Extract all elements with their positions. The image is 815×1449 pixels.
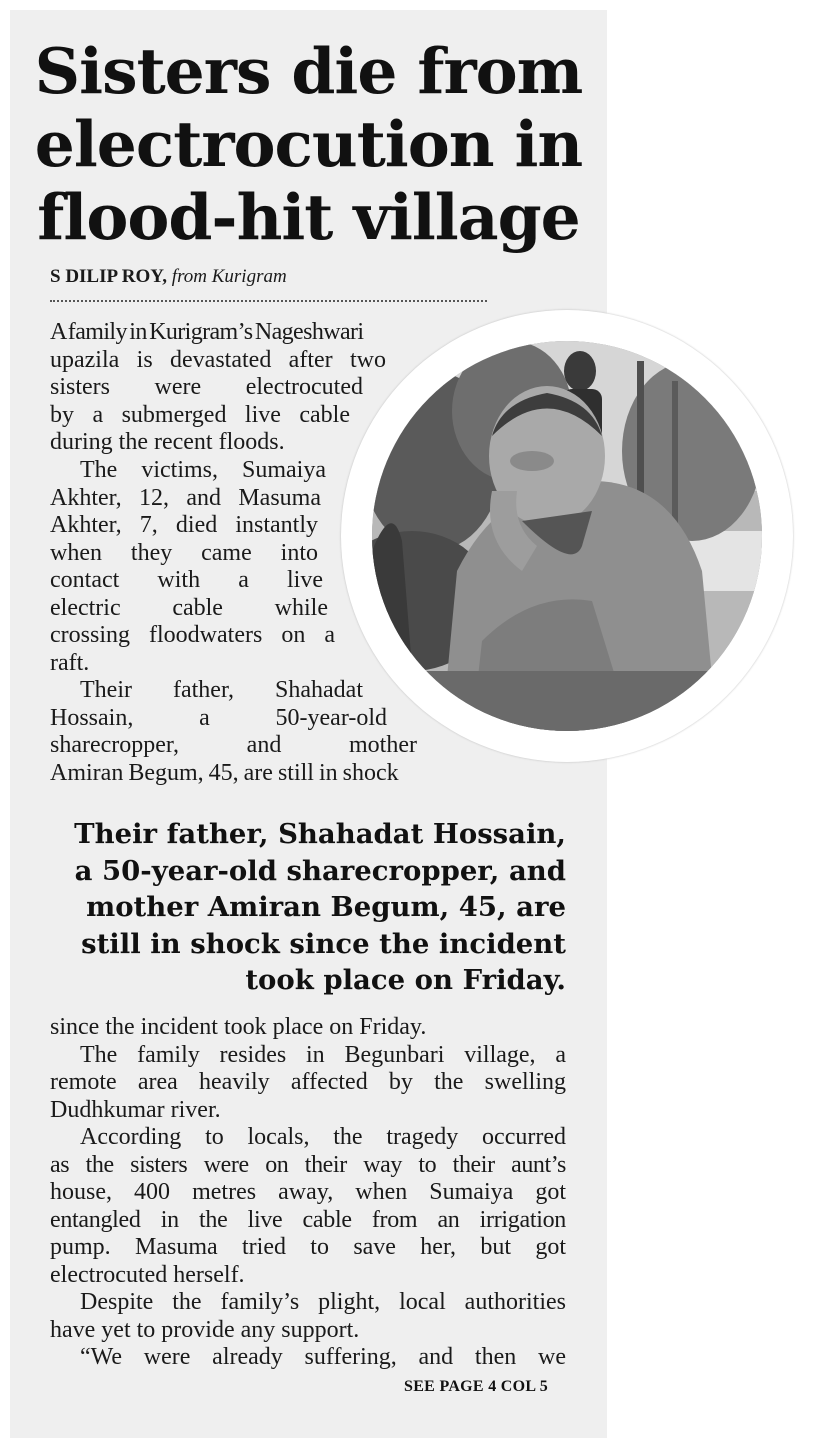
body-line: entangled in the live cable from an irrigation: [50, 1206, 566, 1233]
body-line: as the sisters were on their way to their aunt’s: [50, 1151, 566, 1178]
body-line: Akhter, 7, died instantly: [50, 512, 318, 538]
body-line: sharecropper, and mother: [50, 732, 417, 758]
body-line: remote area heavily affected by the swelling: [50, 1069, 566, 1095]
pull-quote-line: Their father, Shahadat Hossain,: [74, 818, 566, 850]
byline-location: from Kurigram: [171, 266, 287, 287]
body-line: sisters were electrocuted: [50, 374, 363, 400]
body-line: crossing floodwaters on a: [50, 622, 335, 648]
byline-divider: [50, 300, 487, 302]
body-line: pump. Masuma tried to save her, but got: [50, 1234, 566, 1260]
body-line: house, 400 metres away, when Sumaiya got: [50, 1179, 566, 1205]
body-line: electrocuted herself.: [50, 1261, 245, 1288]
body-line: electric cable while: [50, 594, 328, 621]
body-line: since the incident took place on Friday.: [50, 1014, 427, 1040]
body-line: Akhter, 12, and Masuma: [50, 484, 321, 511]
pull-quote-line: mother Amiran Begum, 45, are: [86, 891, 566, 923]
pull-quote-line: a 50-year-old sharecropper, and: [74, 854, 566, 887]
body-line: According to locals, the tragedy occurred: [80, 1124, 566, 1150]
body-line: have yet to provide any support.: [50, 1316, 360, 1343]
body-line: Hossain, a 50-year-old: [50, 704, 387, 731]
pull-quote: [60, 816, 566, 999]
body-line: contact with a live: [50, 567, 323, 593]
body-line: The family resides in Begunbari village, a: [80, 1041, 566, 1068]
body-top-para-2: [50, 457, 340, 677]
byline: [50, 266, 287, 288]
body-line: Their father, Shahadat: [80, 677, 363, 703]
body-line: by a submerged live cable: [50, 401, 350, 428]
headline-line: flood-hit village: [37, 180, 580, 254]
body-line: “We were already suffering, and then we: [80, 1344, 566, 1370]
pull-quote-line: took place on Friday.: [245, 964, 566, 996]
body-bottom: [50, 1014, 566, 1372]
headline-line: Sisters die from: [34, 34, 583, 108]
jump-line: SEE PAGE 4 COL 5: [404, 1378, 549, 1395]
body-top-para-1: [50, 319, 416, 457]
byline-author: S DILIP ROY,: [50, 266, 168, 287]
article-photo: [372, 341, 762, 731]
headline-line: electrocution in: [34, 107, 583, 181]
body-line: raft.: [50, 649, 90, 676]
body-line: A family in Kurigram’s Nageshwari: [50, 319, 364, 345]
body-line: Amiran Begum, 45, are still in shock: [50, 759, 399, 786]
body-line: when they came into: [50, 539, 318, 566]
headline: [10, 35, 607, 254]
body-line: upazila is devastated after two: [50, 346, 386, 373]
body-line: Dudhkumar river.: [50, 1096, 221, 1123]
body-line: Despite the family’s plight, local authorities: [80, 1289, 566, 1315]
body-line: during the recent floods.: [50, 429, 285, 455]
photo-illustration: [372, 341, 762, 731]
pull-quote-line: still in shock since the incident: [81, 927, 566, 960]
body-line: The victims, Sumaiya: [80, 457, 326, 483]
